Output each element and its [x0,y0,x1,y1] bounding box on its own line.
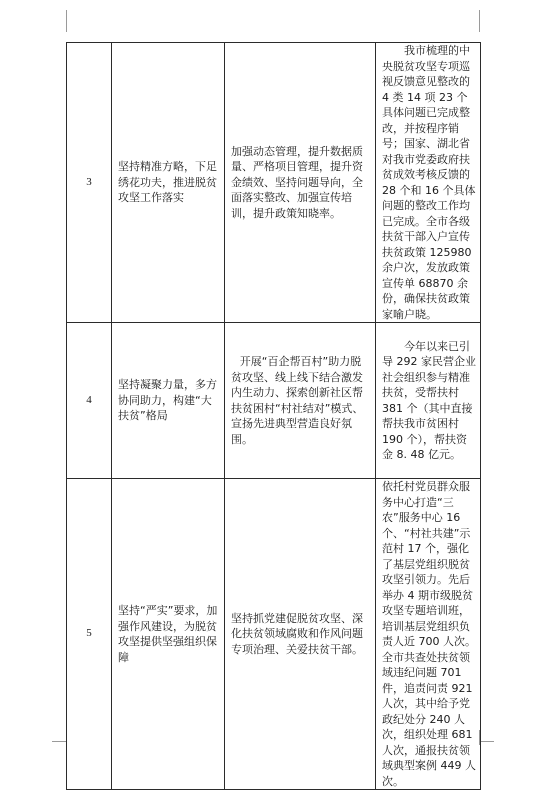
actions-cell: 坚持抓党建促脱贫攻坚、深化扶贫领域腐败和作风问题专项治理、关爱扶贫干部。 [225,479,376,790]
table-row [67,323,481,479]
actions-cell: 加强动态管理，提升数据质量、严格项目管理，提升资金绩效、坚持问题导向，全面落实整改、加强宣传培训，提升政策知晓率。 [225,43,376,323]
results-text: 我市梳理的中央脱贫攻坚专项巡视反馈意见整改的 4 类 14 项 23 个具体问题已完成整改，并按程序销号；国家、湖北省对我市党委政府扶贫成效考核反馈的 28 个和 16 个具体问题的整改工作均已完成。全市各级扶贫干部入户宣传扶贫政策 125980 余户次，发放政策宣传单 68870 余份，确保扶贫政策家喻户晓。 [382,44,476,321]
crop-mark-bottom-left [52,741,66,742]
measures-table [66,42,481,790]
results-text: 今年以来已引导 292 家民营企业社会组织参与精准扶贫，受帮扶村 381 个（其中直接帮扶我市贫困村 190 个），帮扶资金 8. 48 亿元。 [382,339,476,461]
results-cell [376,43,481,323]
measure-cell: 坚持“严实”要求，加强作风建设，为脱贫攻坚提供坚强组织保障 [112,479,225,790]
results-cell [376,323,481,479]
row-number: 5 [67,479,112,790]
measure-cell: 坚持凝聚力量，多方协同助力，构建“大扶贫”格局 [112,323,225,479]
results-cell [376,479,481,790]
crop-mark-top-right [479,10,480,32]
crop-mark-top-left [66,10,67,32]
row-number: 3 [67,43,112,323]
row-number: 4 [67,323,112,479]
crop-mark-bottom-right [480,741,494,742]
measure-cell: 坚持精准方略，下足绣花功夫，推进脱贫攻坚工作落实 [112,43,225,323]
table-row [67,479,481,790]
actions-text: 开展“百企帮百村”助力脱贫攻坚、线上线下结合激发内生动力、探索创新社区帮扶贫困村“村社结对”模式、宣扬先进典型营造良好氛围。 [231,355,364,446]
results-text: 依托村党员群众服务中心打造“三农”服务中心 16 个、“村社共建”示范村 17 个，强化了基层党组织脱贫攻坚引领力。先后举办 4 期市级脱贫攻坚专题培训班，培训基层党组织负责人近 700 人次。全市共查处扶贫领域违纪问题 701 件，追责问责 921 人次，其中给予党政纪处分 240 人次，组织处理 681 人次，通报扶贫领域典型案例 449 人次。 [382,480,476,788]
table-row [67,43,481,323]
actions-cell [225,323,376,479]
